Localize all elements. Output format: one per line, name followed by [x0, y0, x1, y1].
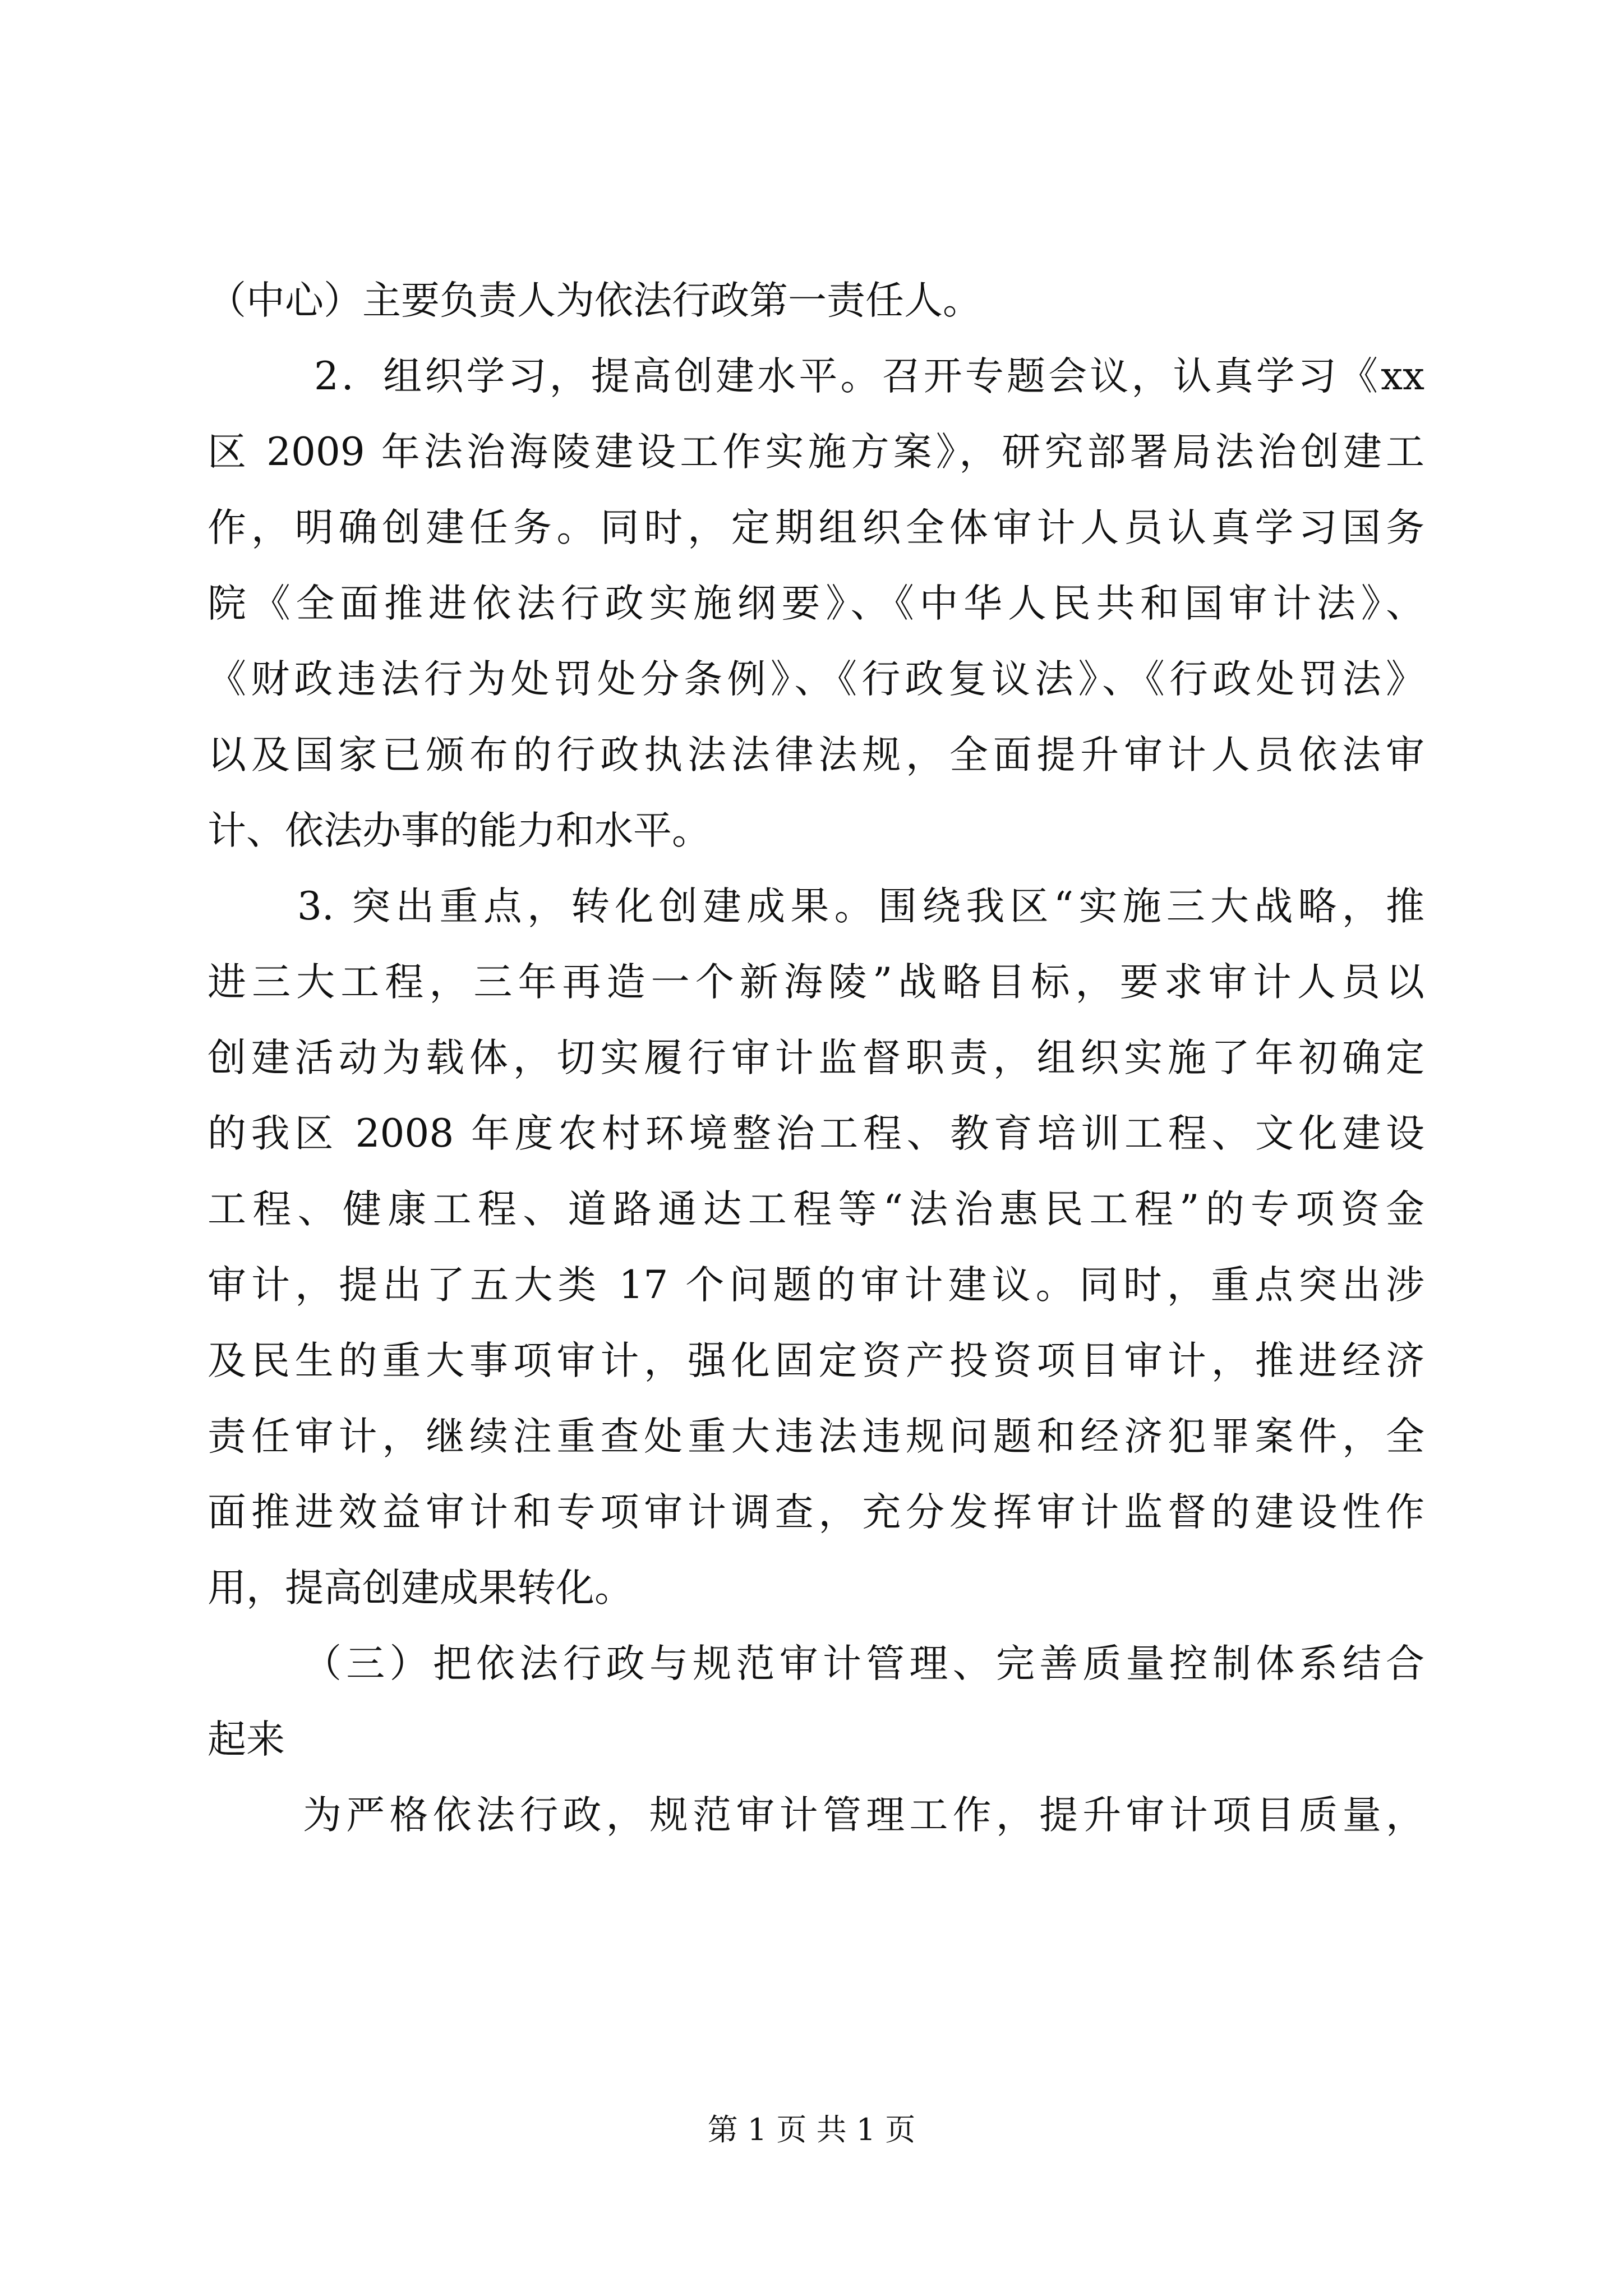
body-line-15: 及民生的重大事项审计，强化固定资产投资项目审计，推进经济: [208, 1338, 1424, 1383]
body-line-9: 3. 突出重点，转化创建成果。围绕我区“实施三大战略，推: [297, 884, 1424, 929]
body-line-6: 《财政违法行为处罚处分条例》、《行政复议法》、《行政处罚法》: [208, 657, 1424, 702]
body-line-8: 计、依法办事的能力和水平。: [208, 808, 711, 853]
body-line-11: 创建活动为载体，切实履行审计监督职责，组织实施了年初确定: [208, 1036, 1424, 1080]
page-footer: 第 1 页 共 1 页: [707, 2112, 916, 2147]
body-line-13: 工程、健康工程、道路通达工程等“法治惠民工程”的专项资金: [208, 1187, 1424, 1232]
body-line-7: 以及国家已颁布的行政执法法律法规，全面提升审计人员依法审: [208, 733, 1424, 777]
body-line-12: 的我区 2008 年度农村环境整治工程、教育培训工程、文化建设: [208, 1111, 1424, 1156]
body-line-2: 2．组织学习，提高创建水平。召开专题会议，认真学习《xx: [314, 354, 1424, 399]
body-line-10: 进三大工程，三年再造一个新海陵”战略目标，要求审计人员以: [208, 960, 1424, 1005]
body-line-5: 院《全面推进依法行政实施纲要》、《中华人民共和国审计法》、: [208, 581, 1424, 626]
body-line-17: 面推进效益审计和专项审计调查，充分发挥审计监督的建设性作: [208, 1490, 1424, 1535]
body-line-18: 用，提高创建成果转化。: [208, 1566, 633, 1611]
body-line-4: 作，明确创建任务。同时，定期组织全体审计人员认真学习国务: [208, 505, 1424, 550]
section-heading-line-2: 起来: [208, 1717, 285, 1762]
section-heading-line-1: （三）把依法行政与规范审计管理、完善质量控制体系结合: [303, 1641, 1424, 1686]
body-line-1: （中心）主要负责人为依法行政第一责任人。: [208, 278, 981, 323]
body-line-14: 审计，提出了五大类 17 个问题的审计建议。同时，重点突出涉: [208, 1263, 1424, 1308]
body-line-16: 责任审计，继续注重查处重大违法违规问题和经济犯罪案件，全: [208, 1414, 1424, 1459]
body-line-21: 为严格依法行政，规范审计管理工作，提升审计项目质量，: [303, 1793, 1424, 1838]
body-line-3: 区 2009 年法治海陵建设工作实施方案》，研究部署局法治创建工: [208, 430, 1424, 475]
